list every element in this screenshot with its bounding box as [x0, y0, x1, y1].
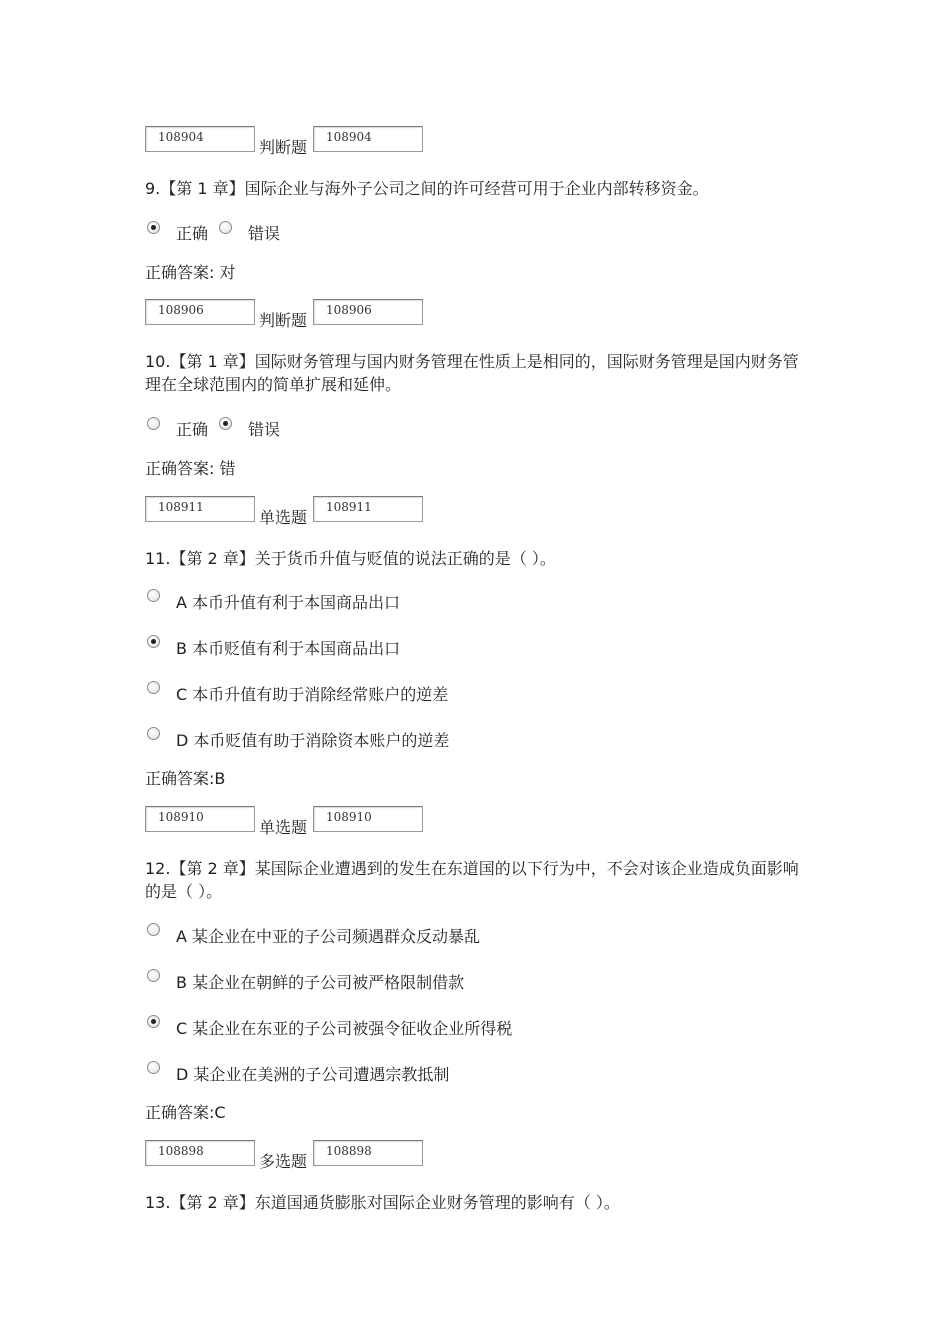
question-meta-108906 — [145, 299, 825, 329]
question-text: 10.【第 1 章】国际财务管理与国内财务管理在性质上是相同的，国际财务管理是国内财务管理在全球范围内的简单扩展和延伸。 — [145, 352, 799, 394]
question-text: 11.【第 2 章】关于货币升值与贬值的说法正确的是（ ）。 — [145, 549, 556, 568]
option-row[interactable] — [145, 967, 825, 1013]
option-label: A 本币升值有利于本国商品出口 — [176, 593, 401, 612]
option-row[interactable] — [145, 633, 825, 679]
question-type-label: 多选题 — [259, 1152, 308, 1171]
question-11-answer — [145, 769, 825, 789]
option-label: C 某企业在东亚的子公司被强令征收企业所得税 — [176, 1019, 513, 1038]
option-label: B 某企业在朝鲜的子公司被严格限制借款 — [176, 973, 465, 992]
question-text: 13.【第 2 章】东道国通货膨胀对国际企业财务管理的影响有（ ）。 — [145, 1193, 620, 1212]
question-9 — [145, 177, 825, 200]
radio-button[interactable] — [147, 1061, 160, 1074]
question-10-options — [145, 416, 825, 446]
question-10-answer — [145, 459, 825, 479]
question-id-field[interactable]: 108898 — [313, 1140, 423, 1166]
option-row[interactable] — [145, 1013, 825, 1059]
option-label: C 本币升值有助于消除经常账户的逆差 — [176, 685, 449, 704]
question-id-field[interactable]: 108910 — [145, 806, 255, 832]
question-type-label: 单选题 — [259, 818, 308, 837]
option-label: D 某企业在美洲的子公司遭遇宗教抵制 — [176, 1065, 450, 1084]
question-meta-108910 — [145, 806, 825, 836]
question-id-field[interactable]: 108911 — [145, 496, 255, 522]
question-meta-108898 — [145, 1140, 825, 1170]
question-id-field[interactable]: 108898 — [145, 1140, 255, 1166]
question-12-options — [145, 921, 825, 1105]
correct-answer: 正确答案: 对 — [145, 263, 236, 282]
option-label: 正确 — [176, 224, 209, 243]
radio-button[interactable] — [147, 635, 160, 648]
option-label: 正确 — [176, 420, 209, 439]
radio-button[interactable] — [147, 221, 160, 234]
option-row[interactable] — [145, 679, 825, 725]
radio-button[interactable] — [147, 589, 160, 602]
question-type-label: 判断题 — [259, 311, 308, 330]
question-12 — [145, 857, 825, 903]
question-type-label: 判断题 — [259, 138, 308, 157]
question-id-field[interactable]: 108906 — [313, 299, 423, 325]
radio-button[interactable] — [219, 417, 232, 430]
radio-button[interactable] — [147, 727, 160, 740]
radio-button[interactable] — [147, 417, 160, 430]
option-label: 错误 — [248, 224, 281, 243]
option-row[interactable] — [145, 921, 825, 967]
question-id-field[interactable]: 108911 — [313, 496, 423, 522]
question-11-options — [145, 587, 825, 771]
radio-button[interactable] — [147, 923, 160, 936]
option-label: B 本币贬值有利于本国商品出口 — [176, 639, 401, 658]
question-13 — [145, 1191, 825, 1214]
option-label: 错误 — [248, 420, 281, 439]
correct-answer: 正确答案:B — [145, 769, 226, 788]
question-id-field[interactable]: 108904 — [145, 126, 255, 152]
question-meta-108904 — [145, 126, 825, 156]
radio-button[interactable] — [147, 969, 160, 982]
correct-answer: 正确答案:C — [145, 1103, 226, 1122]
question-text: 9.【第 1 章】国际企业与海外子公司之间的许可经营可用于企业内部转移资金。 — [145, 179, 709, 198]
question-meta-108911 — [145, 496, 825, 526]
question-text: 12.【第 2 章】某国际企业遭遇到的发生在东道国的以下行为中，不会对该企业造成负面影响的是（ ）。 — [145, 859, 799, 901]
question-id-field[interactable]: 108904 — [313, 126, 423, 152]
radio-button[interactable] — [147, 681, 160, 694]
option-label: A 某企业在中亚的子公司频遇群众反动暴乱 — [176, 927, 481, 946]
question-9-options — [145, 220, 825, 250]
question-11 — [145, 547, 825, 570]
question-10 — [145, 350, 825, 396]
question-type-label: 单选题 — [259, 508, 308, 527]
option-row[interactable] — [145, 587, 825, 633]
question-id-field[interactable]: 108906 — [145, 299, 255, 325]
radio-button[interactable] — [147, 1015, 160, 1028]
radio-button[interactable] — [219, 221, 232, 234]
question-id-field[interactable]: 108910 — [313, 806, 423, 832]
option-row[interactable] — [145, 725, 825, 771]
correct-answer: 正确答案: 错 — [145, 459, 236, 478]
question-12-answer — [145, 1103, 825, 1123]
question-9-answer — [145, 263, 825, 283]
option-label: D 本币贬值有助于消除资本账户的逆差 — [176, 731, 450, 750]
option-row[interactable] — [145, 1059, 825, 1105]
